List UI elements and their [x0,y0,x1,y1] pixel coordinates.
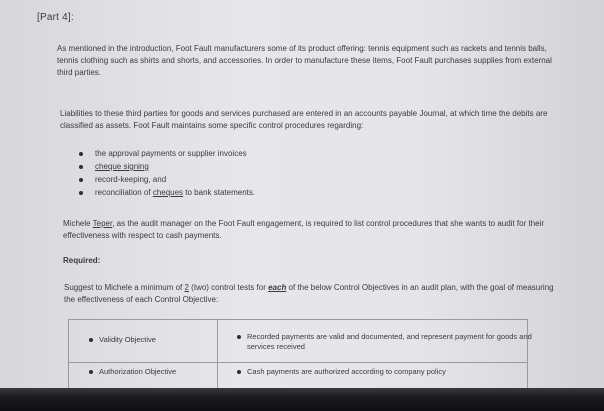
table-divider [69,362,527,363]
required-heading: Required: [63,256,101,265]
authorization-objective-cell: Authorization Objective [87,367,176,377]
screen-bezel [0,388,604,411]
table-divider [217,320,218,390]
validity-objective-cell: Validity Objective [87,335,156,345]
list-item: the approval payments or supplier invoices [78,148,255,161]
manager-name: Teper [92,219,113,228]
authorization-description-cell: Cash payments are authorized according to company policy [235,367,532,377]
list-item: reconciliation of cheques to bank statements. [78,187,255,200]
liabilities-paragraph: Liabilities to these third parties for goods and services purchased are entered in an accounts payable Journal, at which time the debits are classified as assets. Foot Fault maintains some specific control procedures regarding: [60,109,548,130]
control-procedures-list [78,148,255,200]
control-objectives-table [68,319,532,390]
list-item: cheque signing [78,161,255,174]
intro-paragraph: As mentioned in the introduction, Foot Fault manufacturers some of its product offering: tennis equipment such as rackets and tennis balls, tennis clothing such as shirts and shorts, and accessories. In order to manufacture these items, Foot Fault purchases supplies from external third parties. [57,44,552,77]
validity-description-cell: Recorded payments are valid and documented, and represent payment for goods and services received [235,332,532,352]
part-title: [Part 4]: [37,12,74,23]
manager-paragraph: Michele Teper, as the audit manager on the Foot Fault engagement, is required to list control procedures that she wants to audit for their effectiveness with respect to cash payments. [63,219,545,240]
instruction-paragraph: Suggest to Michele a minimum of 2 (two) control tests for each of the below Control Objectives in an audit plan, with the goal of measuring the effectiveness of each Control Objective: [64,283,554,304]
list-item: record-keeping, and [78,174,255,187]
